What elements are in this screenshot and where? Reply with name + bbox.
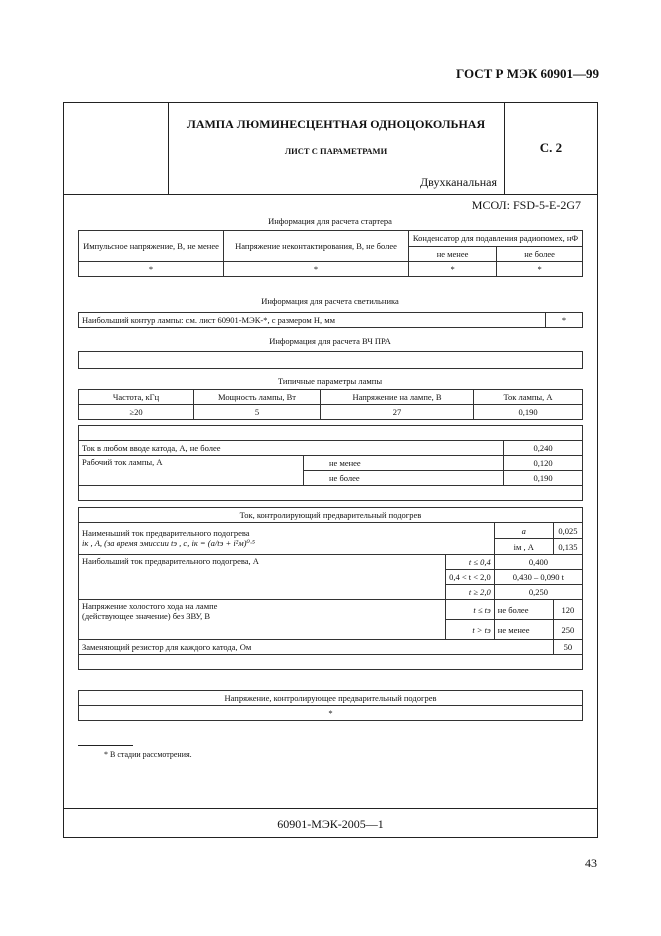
starter-col2: Напряжение неконтактирования, В, не более [224, 231, 409, 262]
cathode-max-label: не более [304, 471, 504, 486]
preheat-im-value: 0,135 [553, 539, 582, 555]
preheat-min-line2: iк , А, (за время эмиссии tэ , с, iк = (a/tэ + i²м)⁰·⁵ [82, 538, 255, 548]
preheat-r2-cond: 0,4 < t < 2,0 [446, 570, 495, 585]
typical-v3: 27 [321, 405, 474, 420]
cathode-any-lead-value: 0,240 [504, 441, 583, 456]
typical-h4: Ток лампы, А [474, 390, 583, 405]
preheat-ocv1-lim: не более [494, 600, 553, 620]
cathode-spacer [79, 426, 583, 441]
typical-h3: Напряжение на лампе, В [321, 390, 474, 405]
title-bottom-line [63, 194, 598, 195]
typical-v2: 5 [194, 405, 321, 420]
designation: МСОЛ: FSD-5-E-2G7 [471, 198, 581, 212]
main-title: ЛАМПА ЛЮМИНЕСЦЕНТНАЯ ОДНОЦОКОЛЬНАЯ [186, 117, 486, 131]
preheat-resistor-label: Заменяющий резистор для каждого катода, Ом [79, 640, 554, 655]
preheat-ocv2-val: 250 [553, 620, 582, 640]
typical-v1: ≥20 [79, 405, 194, 420]
preheat-min-cell [79, 523, 495, 555]
cathode-any-lead-label: Ток в любом вводе катода, А, не более [79, 441, 504, 456]
typical-v4: 0,190 [474, 405, 583, 420]
typical-h2: Мощность лампы, Вт [194, 390, 321, 405]
preheat-ocv1-val: 120 [553, 600, 582, 620]
starter-val1: * [79, 262, 224, 277]
typical-h1: Частота, кГц [79, 390, 194, 405]
typical-title: Типичные параметры лампы [277, 376, 383, 386]
preheat-max-label: Наибольший ток предварительного подогрева, А [79, 555, 446, 600]
preheat-table [78, 507, 583, 670]
typical-table [78, 389, 583, 420]
voltage-preheat-table [78, 690, 583, 721]
bottom-divider [63, 808, 598, 809]
preheat-resistor-value: 50 [553, 640, 582, 655]
preheat-ocv-cell [79, 600, 446, 640]
starter-val4: * [497, 262, 583, 277]
sheet-label: С. 2 [539, 140, 563, 155]
luminaire-value: * [546, 313, 583, 328]
preheat-r2-val: 0,430 – 0,090 t [494, 570, 582, 585]
starter-val3: * [409, 262, 497, 277]
preheat-r1-val: 0,400 [494, 555, 582, 570]
preheat-ocv-line2: (действующее значение) без ЗВУ, В [82, 611, 211, 621]
hf-empty-row [79, 352, 583, 369]
cathode-working-label: Рабочий ток лампы, А [79, 456, 304, 486]
voltage-preheat-value: * [79, 706, 583, 721]
preheat-a-label: a [494, 523, 553, 539]
page-number: 43 [585, 856, 597, 870]
luminaire-title: Информация для расчета светильника [261, 296, 399, 306]
hf-title: Информация для расчета ВЧ ПРА [269, 336, 391, 346]
luminaire-text: Наибольший контур лампы: см. лист 60901-МЭК-*, с размером H, мм [79, 313, 546, 328]
voltage-preheat-title: Напряжение, контролирующее предварительный подогрев [79, 691, 583, 706]
cathode-min-label: не менее [304, 456, 504, 471]
footnote-rule [78, 745, 133, 746]
preheat-ocv1-cond: t ≤ tэ [446, 600, 495, 620]
preheat-ocv2-cond: t > tэ [446, 620, 495, 640]
preheat-im-label: iм , А [494, 539, 553, 555]
preheat-a-value: 0,025 [553, 523, 582, 539]
cathode-spacer-2 [79, 486, 583, 501]
preheat-ocv-line1: Напряжение холостого хода на лампе [82, 601, 218, 611]
starter-col1: Импульсное напряжение, В, не менее [79, 231, 224, 262]
subtitle: ЛИСТ С ПАРАМЕТРАМИ [284, 146, 388, 156]
preheat-r1-cond: t ≤ 0,4 [446, 555, 495, 570]
preheat-title: Ток, контролирующий предварительный подогрев [79, 508, 583, 523]
luminaire-table [78, 312, 583, 328]
hf-table [78, 351, 583, 369]
cathode-min-value: 0,120 [504, 456, 583, 471]
preheat-r3-cond: t ≥ 2,0 [446, 585, 495, 600]
starter-col3b: не более [497, 246, 583, 262]
starter-title: Информация для расчета стартера [268, 216, 392, 226]
preheat-ocv2-lim: не менее [494, 620, 553, 640]
preheat-spacer [79, 655, 583, 670]
starter-val2: * [224, 262, 409, 277]
cathode-table [78, 425, 583, 501]
footnote: * В стадии рассмотрения. [104, 750, 192, 759]
preheat-r3-val: 0,250 [494, 585, 582, 600]
starter-table [78, 230, 583, 277]
starter-col3: Конденсатор для подавления радиопомех, нФ [409, 231, 583, 247]
variant-label: Двухканальная [420, 175, 497, 189]
standard-header: ГОСТ Р МЭК 60901—99 [456, 66, 599, 81]
preheat-min-line1: Наименьший ток предварительного подогрева [82, 528, 250, 538]
sheet-number: 60901-МЭК-2005—1 [277, 817, 384, 831]
starter-col3a: не менее [409, 246, 497, 262]
cathode-max-value: 0,190 [504, 471, 583, 486]
